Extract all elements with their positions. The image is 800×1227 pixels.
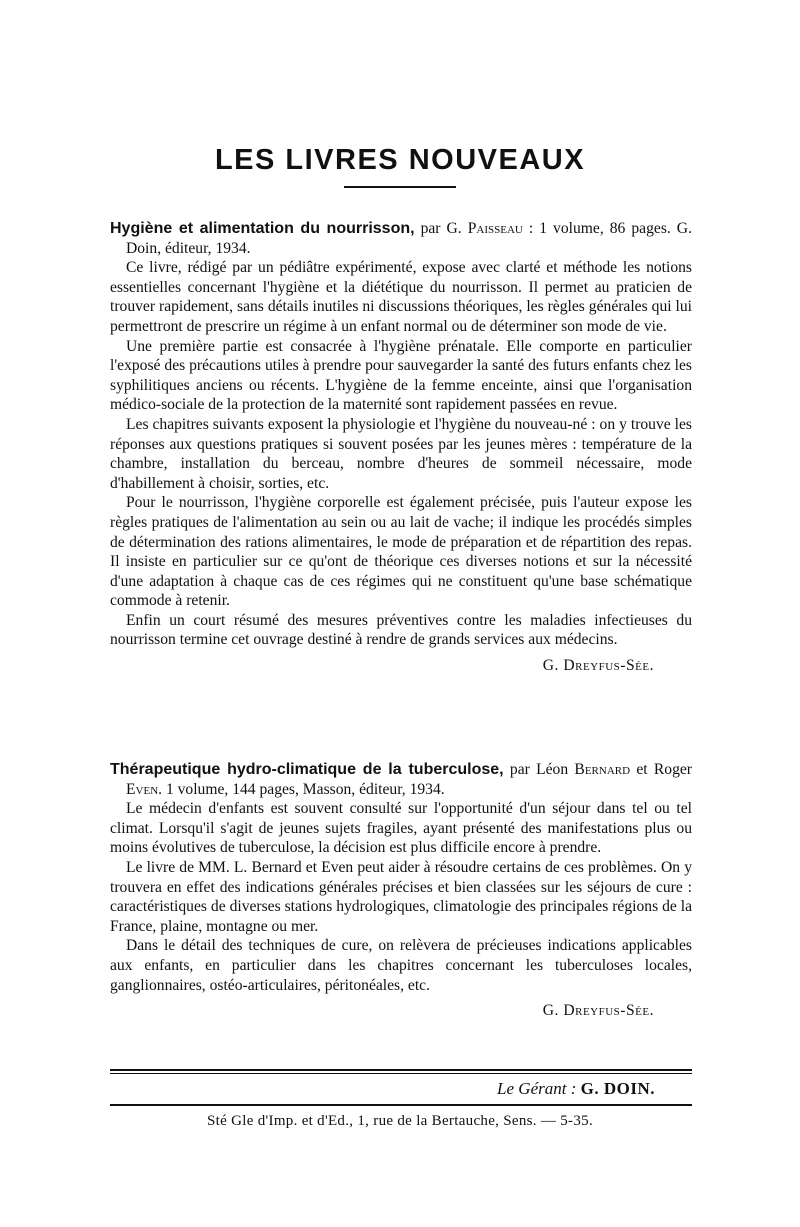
book-details: et Roger xyxy=(630,761,692,778)
book-title: Thérapeutique hydro-climatique de la tuberculose, xyxy=(110,761,504,778)
review-paragraph: Dans le détail des techniques de cure, on relèvera de précieuses indications applicables aux enfants, en particulier dans les chapitres concernant les tuberculoses locales, ganglionnaires, ostéo-articulaires, péritonéales, etc. xyxy=(110,937,692,994)
book-title: Hygiène et alimentation du nourrisson, xyxy=(110,220,415,237)
book-coauthor: Even xyxy=(126,780,159,798)
review-paragraph: Une première partie est consacrée à l'hygiène prénatale. Elle comporte en particulier l'exposé des précautions utiles à prendre pour sauvegarder la santé des futurs enfants chez les syphilitiques anciens ou récents. L'hygiène de la femme enceinte, ainsi que l'organisation médico-sociale de la protection de la maternité sont rapidement passées en revue. xyxy=(110,337,692,414)
gerant-name: G. DOIN. xyxy=(580,1079,655,1098)
review-hygiene-alimentation xyxy=(110,219,692,676)
review-paragraph: Le livre de MM. L. Bernard et Even peut aider à résoudre certains de ces problèmes. On y trouvera en effet des indications générales précises et bien classées sur les séjours de cure : caractéristiques de diverses stations hydrologiques, climatologie des principales régions de la France, plaine, montagne ou mer. xyxy=(110,858,692,935)
review-therapeutique-hydro-climatique xyxy=(110,760,692,1021)
printer-imprint: Sté Gle d'Imp. et d'Ed., 1, rue de la Bertauche, Sens. — 5-35. xyxy=(207,1113,593,1129)
title-underline xyxy=(344,186,456,188)
review-paragraph: Les chapitres suivants exposent la physiologie et l'hygiène du nouveau-né : on y trouve les réponses aux questions pratiques si souvent posées par les jeunes mères : température de la chambre, installation du berceau, nombre d'heures de sommeil nécessaire, mode d'habillement à choisir, sorties, etc. xyxy=(110,415,692,492)
footer-rule-bottom xyxy=(110,1104,692,1106)
review-by: par Léon xyxy=(503,761,575,778)
gerant-line xyxy=(497,1079,655,1099)
review-by: par G. xyxy=(414,220,468,237)
book-author: Paisseau xyxy=(467,220,523,237)
review-paragraph: Le médecin d'enfants est souvent consulté sur l'opportunité d'un séjour dans tel ou tel climat. Lorsqu'il s'agit de jeunes sujets fragiles, ayant présenté des manifestations plus ou moins évolutives de tuberculose, la décision est plus difficile encore à prendre. xyxy=(110,800,692,857)
review-paragraph: Ce livre, rédigé par un pédiâtre expérimenté, expose avec clarté et méthode les notions essentielles concernant l'hygiène et la diététique du nourrisson. Il permet au praticien de trouver rapidement, sans détails inutiles ni discussions théoriques, les règles générales qui lui permettront de prescrire un régime à un enfant normal ou de déterminer son mode de vie. xyxy=(110,259,692,335)
reviewer-signature: G. Dreyfus-Sée. xyxy=(542,1002,654,1020)
page-title: LES LIVRES NOUVEAUX xyxy=(214,144,586,176)
review-heading xyxy=(110,760,692,799)
footer-rule-top xyxy=(110,1069,692,1071)
review-paragraph: Enfin un court résumé des mesures préventives contre les maladies infectieuses du nourrisson termine cet ouvrage destiné à rendre de grands services aux médecins. xyxy=(110,611,692,649)
book-author: Bernard xyxy=(574,761,631,778)
book-details-2: . 1 volume, 144 pages, Masson, éditeur, 1934. xyxy=(158,780,445,798)
review-paragraph: Pour le nourrisson, l'hygiène corporelle est également précisée, puis l'auteur expose les règles pratiques de l'alimentation au sein ou au lait de vache; il indique les procédés simples de détermination des rations alimentaires, le mode de préparation et de répartition des repas. Il insiste en particulier sur ce qu'ont de théorique ces diverses notions et sur la nécessité d'une adaptation à chaque cas de ces régimes qui ne constituent qu'une base schématique commode à retenir. xyxy=(110,494,692,610)
reviewer-signature: G. Dreyfus-Sée. xyxy=(542,657,654,675)
review-heading xyxy=(110,219,692,258)
book-details: : 1 volume, 86 pages. G. Doin, éditeur, 1934. xyxy=(126,220,692,257)
gerant-label: Le Gérant : xyxy=(497,1079,577,1098)
footer-rule-top-thin xyxy=(110,1073,692,1074)
